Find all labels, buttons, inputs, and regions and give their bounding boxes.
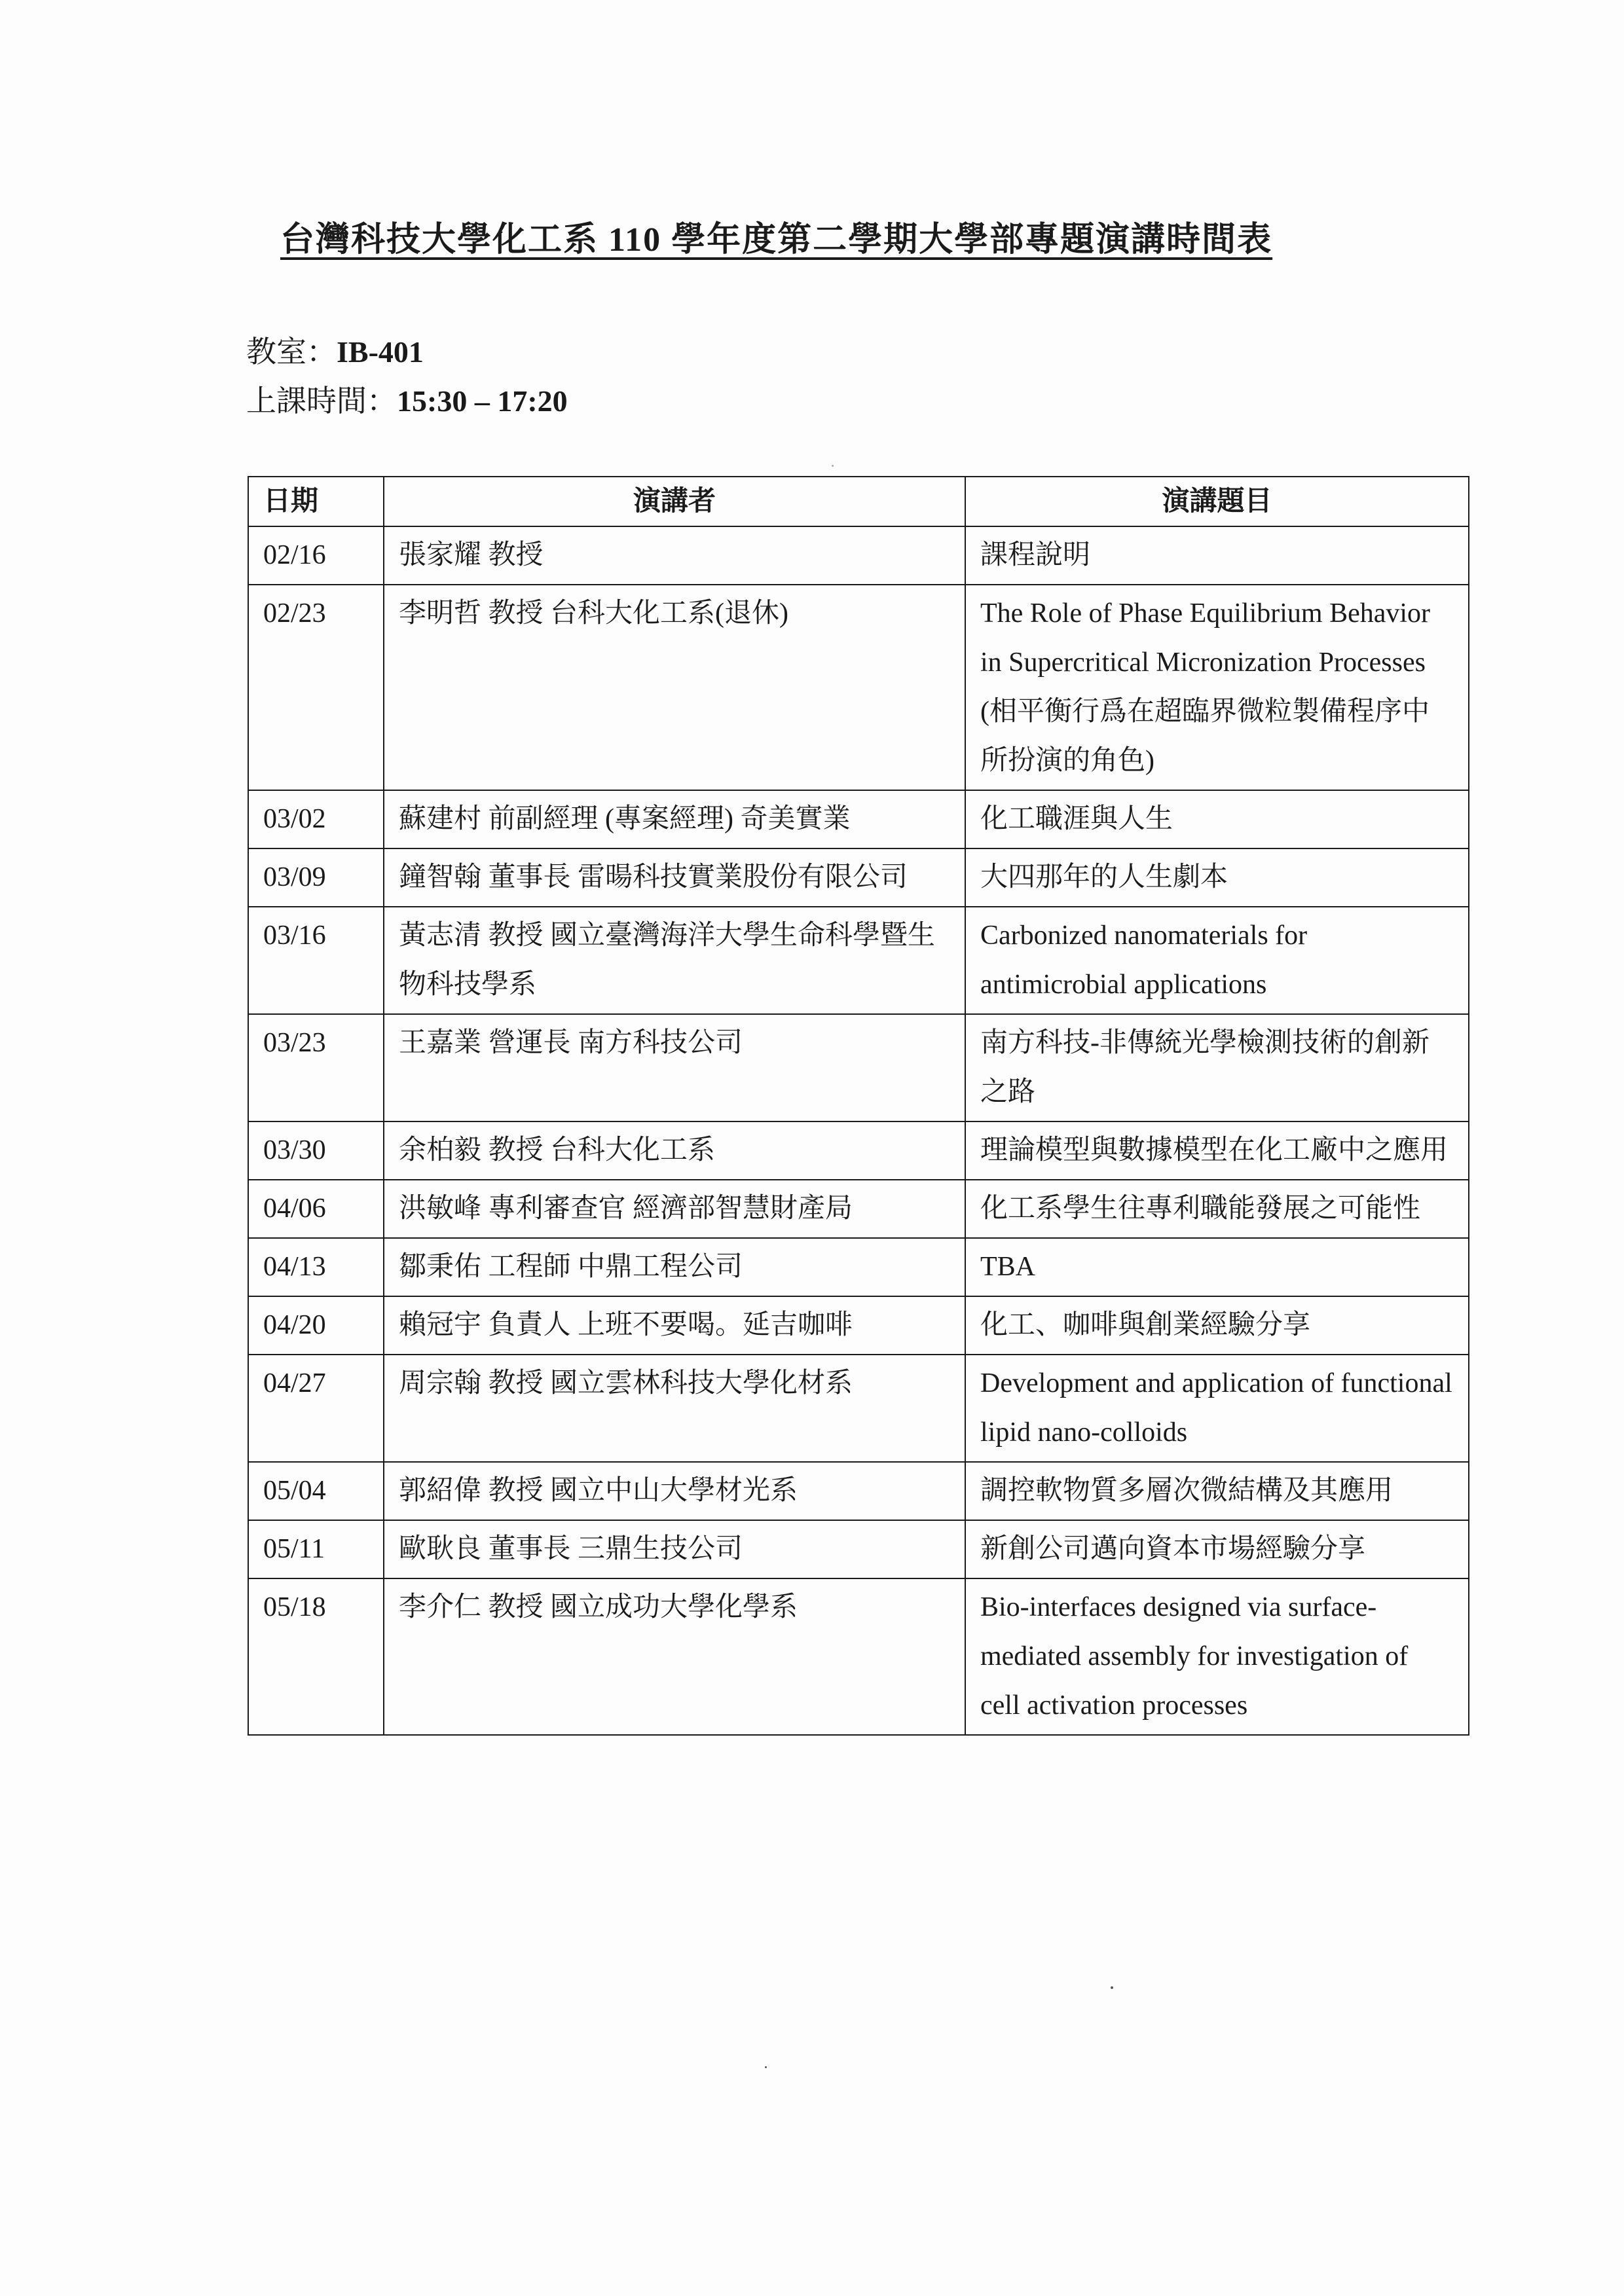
row-topic: 南方科技-非傳統光學檢測技術的創新之路 <box>965 1014 1469 1121</box>
header-topic: 演講題目 <box>965 477 1469 526</box>
table-row <box>248 1520 1469 1578</box>
room-label: 教室： <box>246 335 337 369</box>
table-row <box>248 1121 1469 1180</box>
row-date: 03/30 <box>248 1121 384 1180</box>
row-topic: 化工職涯與人生 <box>965 790 1469 848</box>
scan-speck <box>765 2066 767 2068</box>
row-speaker: 郭紹偉 教授 國立中山大學材光系 <box>384 1462 965 1520</box>
row-date: 02/16 <box>248 526 384 585</box>
time-value: 15:30 – 17:20 <box>397 384 568 418</box>
row-speaker: 李明哲 教授 台科大化工系(退休) <box>384 585 965 790</box>
row-date: 04/13 <box>248 1238 384 1296</box>
table-header-row <box>248 477 1469 526</box>
row-speaker: 黃志清 教授 國立臺灣海洋大學生命科學暨生物科技學系 <box>384 907 965 1014</box>
table-row <box>248 1578 1469 1735</box>
row-topic: 調控軟物質多層次微結構及其應用 <box>965 1462 1469 1520</box>
scan-speck <box>832 465 834 467</box>
row-topic: Carbonized nanomaterials for antimicrobial applications <box>965 907 1469 1014</box>
scan-speck <box>1111 1986 1113 1989</box>
row-topic: 新創公司邁向資本市場經驗分享 <box>965 1520 1469 1578</box>
room-line <box>246 329 424 375</box>
row-speaker: 王嘉業 營運長 南方科技公司 <box>384 1014 965 1121</box>
table-row <box>248 1180 1469 1238</box>
row-date: 02/23 <box>248 585 384 790</box>
row-speaker: 歐耿良 董事長 三鼎生技公司 <box>384 1520 965 1578</box>
header-date: 日期 <box>248 477 384 526</box>
row-date: 04/06 <box>248 1180 384 1238</box>
row-date: 04/27 <box>248 1355 384 1462</box>
row-date: 03/02 <box>248 790 384 848</box>
row-topic: Development and application of functional lipid nano-colloids <box>965 1355 1469 1462</box>
room-value: IB-401 <box>337 335 424 369</box>
table-row <box>248 1462 1469 1520</box>
row-date: 03/23 <box>248 1014 384 1121</box>
time-label: 上課時間： <box>246 384 397 418</box>
schedule-table <box>248 476 1469 1736</box>
row-topic: 化工、咖啡與創業經驗分享 <box>965 1296 1469 1355</box>
row-date: 03/16 <box>248 907 384 1014</box>
row-topic: 化工系學生往專利職能發展之可能性 <box>965 1180 1469 1238</box>
row-speaker: 李介仁 教授 國立成功大學化學系 <box>384 1578 965 1735</box>
row-speaker: 賴冠宇 負責人 上班不要喝。延吉咖啡 <box>384 1296 965 1355</box>
row-topic: 理論模型與數據模型在化工廠中之應用 <box>965 1121 1469 1180</box>
table-row <box>248 585 1469 790</box>
row-date: 05/04 <box>248 1462 384 1520</box>
row-topic: The Role of Phase Equilibrium Behavior in Supercritical Micronization Processes (相平衡行爲在超臨界微粒製備程序中所扮演的角色) <box>965 585 1469 790</box>
table-row <box>248 1296 1469 1355</box>
time-line <box>246 378 568 424</box>
row-topic: Bio-interfaces designed via surface-mediated assembly for investigation of cell activation processes <box>965 1578 1469 1735</box>
row-speaker: 鐘智翰 董事長 雷暘科技實業股份有限公司 <box>384 848 965 907</box>
row-speaker: 余柏毅 教授 台科大化工系 <box>384 1121 965 1180</box>
row-speaker: 洪敏峰 專利審查官 經濟部智慧財產局 <box>384 1180 965 1238</box>
row-speaker: 鄒秉佑 工程師 中鼎工程公司 <box>384 1238 965 1296</box>
row-topic: TBA <box>965 1238 1469 1296</box>
row-date: 05/18 <box>248 1578 384 1735</box>
table-row <box>248 790 1469 848</box>
table-row <box>248 526 1469 585</box>
row-speaker: 蘇建村 前副經理 (專案經理) 奇美實業 <box>384 790 965 848</box>
row-speaker: 張家耀 教授 <box>384 526 965 585</box>
page-title: 台灣科技大學化工系 110 學年度第二學期大學部專題演講時間表 <box>280 221 1273 259</box>
table-row <box>248 907 1469 1014</box>
table-row <box>248 1238 1469 1296</box>
table-row <box>248 1355 1469 1462</box>
table-row <box>248 1014 1469 1121</box>
row-date: 04/20 <box>248 1296 384 1355</box>
row-topic: 課程說明 <box>965 526 1469 585</box>
table-row <box>248 848 1469 907</box>
header-speaker: 演講者 <box>384 477 965 526</box>
row-topic: 大四那年的人生劇本 <box>965 848 1469 907</box>
row-speaker: 周宗翰 教授 國立雲林科技大學化材系 <box>384 1355 965 1462</box>
row-date: 03/09 <box>248 848 384 907</box>
row-date: 05/11 <box>248 1520 384 1578</box>
